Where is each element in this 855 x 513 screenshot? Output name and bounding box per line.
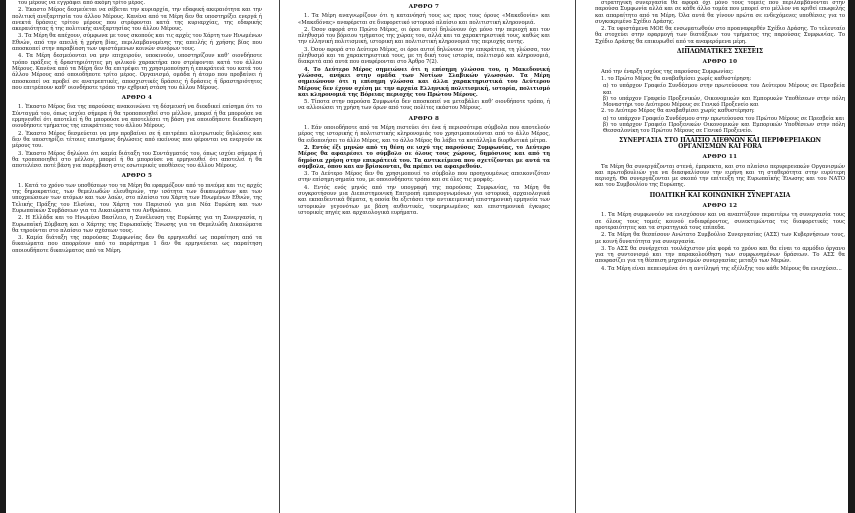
list-item: β) το υπάρχον Γραφείο Προξενικών Οικονομικών και Εμπορικών Υποθέσεων στην πόλη Θεσσαλονίκη του Πρώτου Μέρους σε Γενικό Προξενείο. — [603, 122, 845, 135]
paragraph: 4. Τα Μέρη δεσμεύονται να μην επιχειρούν, υποκινούν, υποστηρίζουν καθ’ οιονδήποτε τρόπο πράξεις ή δραστηριότητες μη φιλικού χαρακτήρα που στρέφονται κατά του άλλου Μέρους. Κανένα από τα Μέρη δεν θα επιτρέψει τη χρησιμοποίηση ή επικράτειά του κατά του άλλου Μέρους από οποιοδήποτε τρίτο μέρος. Οργανισμό, ομάδα ή άτομο που προβαίνει ή αποσκοπεί να προβεί σε ανατρεπτικές, αποσχιστικές δράσεις ή δράσεις ή δραστηριότητες που επιτρέπουν καθ’ οιονδήποτε τρόπο την εχθρική στάση του άλλου Μέρους. — [12, 53, 262, 91]
paragraph: 1. Έκαστο Μέρος δια της παρούσας ανακοινώνει τη δέσμευσή να διεκδικεί επίσημα ότι το Σύνταγμά του, όπως ισχύει σήμερα ή θα τροποποιηθεί στο μέλλον, μπορεί ή θα μπορούσε να ερμηνευθεί ότι αποτελεί ή θα μπορούσε να αποτελέσει τη βάση για οποιοδήποτε διεκδίκηση οιουδήποτε τμήματος της επικράτειας του άλλου Μέρους. — [12, 104, 262, 130]
paragraph: 3. Τα Μέρη θα απέχουν, σύμφωνα με τους σκοπούς και τις αρχές του Χάρτη των Ηνωμένων Εθνών, από την απειλή ή χρήση βίας, περιλαμβανομένης της απειλής ή χρήσης βίας που αποσκοπεί στην παραβίαση των υφιστάμενων κοινών συνόρων τους. — [12, 33, 262, 53]
list-item: α) το υπάρχον Γραφείο Συνδέσμου στην πρωτεύουσα του Δεύτερου Μέρους σε Πρεσβεία και — [603, 83, 845, 96]
paragraph: 4. Το Δεύτερο Μέρος σημειώνει ότι η επίσημη γλώσσα του, η Μακεδονική γλώσσα, ανήκει στην ομάδα των Νοτίων Σλαβικών γλωσσών. Τα Μέρη σημειώνουν ότι η επίσημη γλώσσα και άλλα χαρακτηριστικά του Δεύτερου Μέρους δεν έχουν σχέση με την αρχαία Ελληνική πολιτισμική, ιστορία, πολιτισμό και κληρονομιά της Βόρειας περιοχής του Πρώτου Μέρους. — [298, 66, 550, 98]
document-column-middle — [298, 0, 550, 513]
paragraph: 2. Η Ελλάδα και το Ηνωμένο Βασίλειο, η Συνέλευση της Ευρώπης για τη Συνεργασία, η Ευρωπαϊκή Σύμβαση και ο Χάρτης της Ευρωπαϊκής Ένωσης για τα Θεμελιώδη Δικαιώματα θα τηρούνται στο πλαίσιο των σχέσεων τους. — [12, 215, 262, 234]
article-heading: ΑΡΘΡΟ 4 — [121, 95, 153, 102]
scan-right-edge — [848, 0, 855, 513]
list-item: α) το υπάρχον Γραφείο Συνδέσμου στην πρωτεύουσα του Πρώτου Μέρους σε Πρεσβεία και — [603, 115, 845, 122]
article-heading: ΑΡΘΡΟ 7 — [408, 4, 440, 10]
section-rule — [685, 135, 755, 136]
paragraph: 4. Εντός ενός μηνός από την υπογραφή της παρούσας Συμφωνίας, τα Μέρη θα συγκροτήσουν μια Διεπιστημονική Επιτροπή εμπειρογνωμόνων για ιστορικά, αρχαιολογικά και εκπαιδευτικά θέματα, η οποία θα εξετάσει την αντικειμενική επιστημονική ερμηνεία των ιστορικών γεγονότων με βάση αυθεντικές, τεκμηριωμένες και επιστημονικά έγκυρες ιστορικές πηγές και αρχαιολογικά ευρήματα. — [298, 184, 550, 216]
article-heading: ΑΡΘΡΟ 11 — [702, 154, 738, 161]
section-heading: ΠΟΛΙΤΙΚΗ ΚΑΙ ΚΟΙΝΩΝΙΚΗ ΣΥΝΕΡΓΑΣΙΑ — [649, 191, 791, 199]
paragraph: στρατηγική συνεργασία θα αφορά όχι μόνο τους τομείς που περιλαμβάνονται στην παρούσα Συμφωνία αλλά και σε κάθε άλλο τομέα που μπορεί στο μέλλον να κριθεί επωφελής και απαραίτητο από τα Μέρη. Όλα αυτά θα γίνουν πρώτα σε ενδεχόμενες υποθέσεις για το συγκεκριμένο Σχέδιο Δράσης. — [595, 0, 845, 25]
article-heading: ΑΡΘΡΟ 12 — [702, 203, 738, 210]
paragraph: 1. Εάν οποιοδήποτε από τα Μέρη πιστεύει ότι ένα ή περισσότερα σύμβολα που αποτελούν μέρος της ιστορικής ή πολιτιστικής κληρονομιάς του χρησιμοποιούνται από το άλλο Μέρος, θα ειδοποιήσει το άλλο Μέρος, και το άλλο Μέρος θα λάβει τα κατάλληλα διορθωτικά μέτρα. — [298, 125, 550, 144]
column-divider — [575, 0, 576, 513]
paragraph: Τα Μέρη θα συνεργάζονται στενά, έμπρακτα, και στο πλαίσιο περιφερειακών Οργανισμών και πρωτοβουλιών για να διασφαλίσουν την ειρήνη και τη σταθερότητα στην ευρύτερη περιοχή. Θα συνεργάζονται με σκοπό την επίτευξη της Ευρωπαϊκής Ένωσης και του ΝΑΤΟ και του Συμβουλίου της Ευρώπης. — [595, 163, 845, 189]
paragraph: 3. Έκαστο Μέρος δηλώνει ότι καμία διάταξη του Συντάγματός του, όπως ισχύει σήμερα ή θα τροποποιηθεί στο μέλλον, μπορεί ή θα μπορούσε να ερμηνευθεί ότι αποτελεί ή θα αποτελέσει ποτέ βάση για παρέμβαση στις εσωτερικές υποθέσεις του άλλου Μέρους. — [12, 150, 262, 170]
document-column-left — [12, 0, 262, 513]
article-heading: ΑΡΘΡΟ 5 — [121, 173, 153, 180]
article-heading: ΑΡΘΡΟ 8 — [408, 115, 440, 122]
paragraph: 1. Τα Μέρη συμφωνούν να ενισχύσουν και να αναπτύξουν περαιτέρω τη συνεργασία τους σε όλους τους τομείς κοινού ενδιαφέροντος, συνεκτιμώντας τις διαφορετικές τους προτεραιότητες και τα στρατηγικά τους επίπεδα. — [595, 212, 845, 231]
section-heading: ΔΙΠΛΩΜΑΤΙΚΕΣ ΣΧΕΣΕΙΣ — [676, 48, 764, 56]
column-divider — [279, 0, 280, 513]
article-heading: ΑΡΘΡΟ 10 — [702, 59, 738, 66]
paragraph: 3. Το ΑΣΣ θα συνέρχεται τουλάχιστον μία φορά το χρόνο και θα είναι το αρμόδιο όργανο για τη συντονισμό και την παρακολούθηση των συμφωνημένων δράσεων. Το ΑΣΣ θα αποφασίζει για τη θέσπιση μηχανισμών συνεργασίας μεταξύ των Μερών. — [595, 245, 845, 265]
paragraph: 1. Κατά το χρόνο των υποθέσεων του τα Μέρη θα εφαρμόζουν από το πνεύμα και τις αρχές της δημοκρατίας, των θεμελιωδών ελευθεριών, την ισότητα των δικαιωμάτων και των υποχρεώσεων των ατόμων και των λαών, στο πλαίσιο του Χάρτη των Ηνωμένων Εθνών, της Τελικής Πράξης του Ελσίνκι, του Χάρτη του Παρισιού για μια Νέα Ευρώπη και των Ευρωπαϊκών Συμβάσεων για τα Δικαιώματα του Ανθρώπου. — [12, 182, 262, 214]
paragraph: 3. Το Δεύτερο Μέρος δεν θα χρησιμοποιεί το σύμβολο που προηγουμένως απεικονιζόταν στην επίσημη σημαία του, με οποιονδήποτε τρόπο και σε όλες τις μορφές. — [298, 171, 550, 184]
paragraph: 4. Τα Μέρη είναι πεπεισμένα ότι η αντίληψή της εξέλιξης του κάθε Μέρους θα ενισχύσει... — [601, 265, 842, 272]
paragraph: 2. Τα Μέρη θα θεσπίσουν Ανώτατο Συμβούλιο Συνεργασίας (ΑΣΣ) των Κυβερνήσεων τους, με κοινή δυνατότητα για συνεργασία. — [595, 232, 845, 245]
section-rule — [685, 46, 755, 47]
paragraph: 1. Τα Μέρη αναγνωρίζουν ότι η κατανόησή τους ως προς τους όρους «Μακεδονία» και «Μακεδόνας» αναφέρεται σε διαφορετικό ιστορικό πλαίσιο και πολιτιστική κληρονομιά. — [298, 13, 550, 26]
paragraph: 3. Καμία διάταξη της παρούσας Συμφωνίας δεν θα ερμηνευθεί ως παραίτηση από τα δικαιώματα που απορρέουν από το παράρτημα 1 δεν θα ερμηνεύεται ως παραίτηση οποιουδήποτε δικαιώματος από τα Μέρη. — [12, 235, 262, 254]
paragraph: 2. το Δεύτερο Μέρος θα αναβαθμίσει χωρίς καθυστέρηση: — [601, 108, 755, 115]
paragraph: 1. το Πρώτο Μέρος θα αναβαθμίσει χωρίς καθυστέρηση: — [601, 75, 752, 82]
section-heading: ΣΥΝΕΡΓΑΣΙΑ ΣΤΟ ΠΛΑΙΣΙΟ ΔΙΕΘΝΩΝ ΚΑΙ ΠΕΡΙΦΕΡΕΙΑΚΩΝ ΟΡΓΑΝΙΣΜΩΝ ΚΑΙ FORA — [619, 136, 821, 150]
paragraph: του μέρους να εγγράφει από ακόμη τρίτο μέρος. — [18, 0, 145, 6]
scan-left-edge — [0, 0, 6, 513]
document-column-right — [595, 0, 845, 513]
paragraph: 3. Όσον αφορά στο Δεύτερο Μέρος, οι όροι αυτοί δηλώνουν την επικράτεια, τη γλώσσα, τον πληθυσμό και τα χαρακτηριστικά τους, με τη δική τους ιστορία, πολιτισμό και κληρονομιά, διακριτά από αυτά που αναφέρονται στο Άρθρο 7(2). — [298, 46, 550, 66]
paragraph: Από την έναρξη ισχύος της παρούσας Συμφωνίας: — [601, 68, 734, 75]
section-rule — [685, 190, 755, 191]
paragraph: 2. Όσον αφορά στο Πρώτο Μέρος, οι όροι αυτοί δηλώνουν όχι μόνο την περιοχή και τον πληθυσμό του βόρειου τμήματος της χώρας του, αλλά και τα χαρακτηριστικά τους, καθώς και την ελληνική πολιτισμική, ιστορική και πολιτιστική κληρονομιά της περιοχής αυτής. — [298, 26, 550, 46]
list-item: β) το υπάρχον Γραφείο Προξενικών, Οικονομικών και Εμπορικών Υποθέσεων στην πόλη Μοναστήρι του Δεύτερου Μέρους σε Γενικό Προξενείο και — [603, 95, 845, 109]
paragraph: 2. Εντός έξι μηνών από τη θέση σε ισχύ της παρούσας Συμφωνίας, το Δεύτερο Μέρος θα αφαιρέσει το σύμβολο σε όλους τους χώρους, δημόσιους και από τη δημόσια χρήση στην επικράτειά του. Τα αντικείμενα που σχετίζονται με αυτά τα σύμβολα, όπου και αν βρίσκονται, θα πρέπει να αφαιρεθούν. — [298, 144, 550, 170]
paragraph: 2. Έκαστο Μέρος δεσμεύεται να σέβεται την κυριαρχία, την εδαφική ακεραιότητα και την πολιτική ανεξαρτησία του άλλου Μέρους. Κανένα από τα Μέρη δεν θα υποστηρίξει ενεργά ή ανεκτά δράσεις τρίτου μέρους που στρέφονται κατά της κυριαρχίας, της εδαφικής ακεραιότητας ή της πολιτικής ανεξαρτησίας του άλλου Μέρους. — [12, 7, 262, 33]
paragraph: 2. Τα υφιστάμενα ΜΟΕ θα ενσωματωθούν στο προαναφερθέν Σχέδιο Δράσης. Το τελευταίο θα στοχεύει στην εφαρμογή των διατάξεων του τμήματος της παρούσας Συμφωνίας. Το Σχέδιο Δράσης θα επικυρωθεί από τα αναφερόμενα μέρη. — [595, 26, 845, 45]
paragraph: 2. Έκαστο Μέρος δεσμεύεται να μην προβαίνει σε ή επιτρέπει αλυτρωτικές δηλώσεις και δεν θα υποστηρίζει τέτοιες επισήμους δηλώσεις από εκείνους που φέρονται να ενεργούν εκ μέρους του. — [12, 130, 262, 150]
paragraph: 5. Τίποτα στην παρούσα Συμφωνία δεν αποσκοπεί να μεταβάλει καθ’ οιονδήποτε τρόπο, ή να αλλοιώσει τη χρήση των όρων από τους πολίτες εκάστου Μέρους. — [298, 99, 550, 112]
